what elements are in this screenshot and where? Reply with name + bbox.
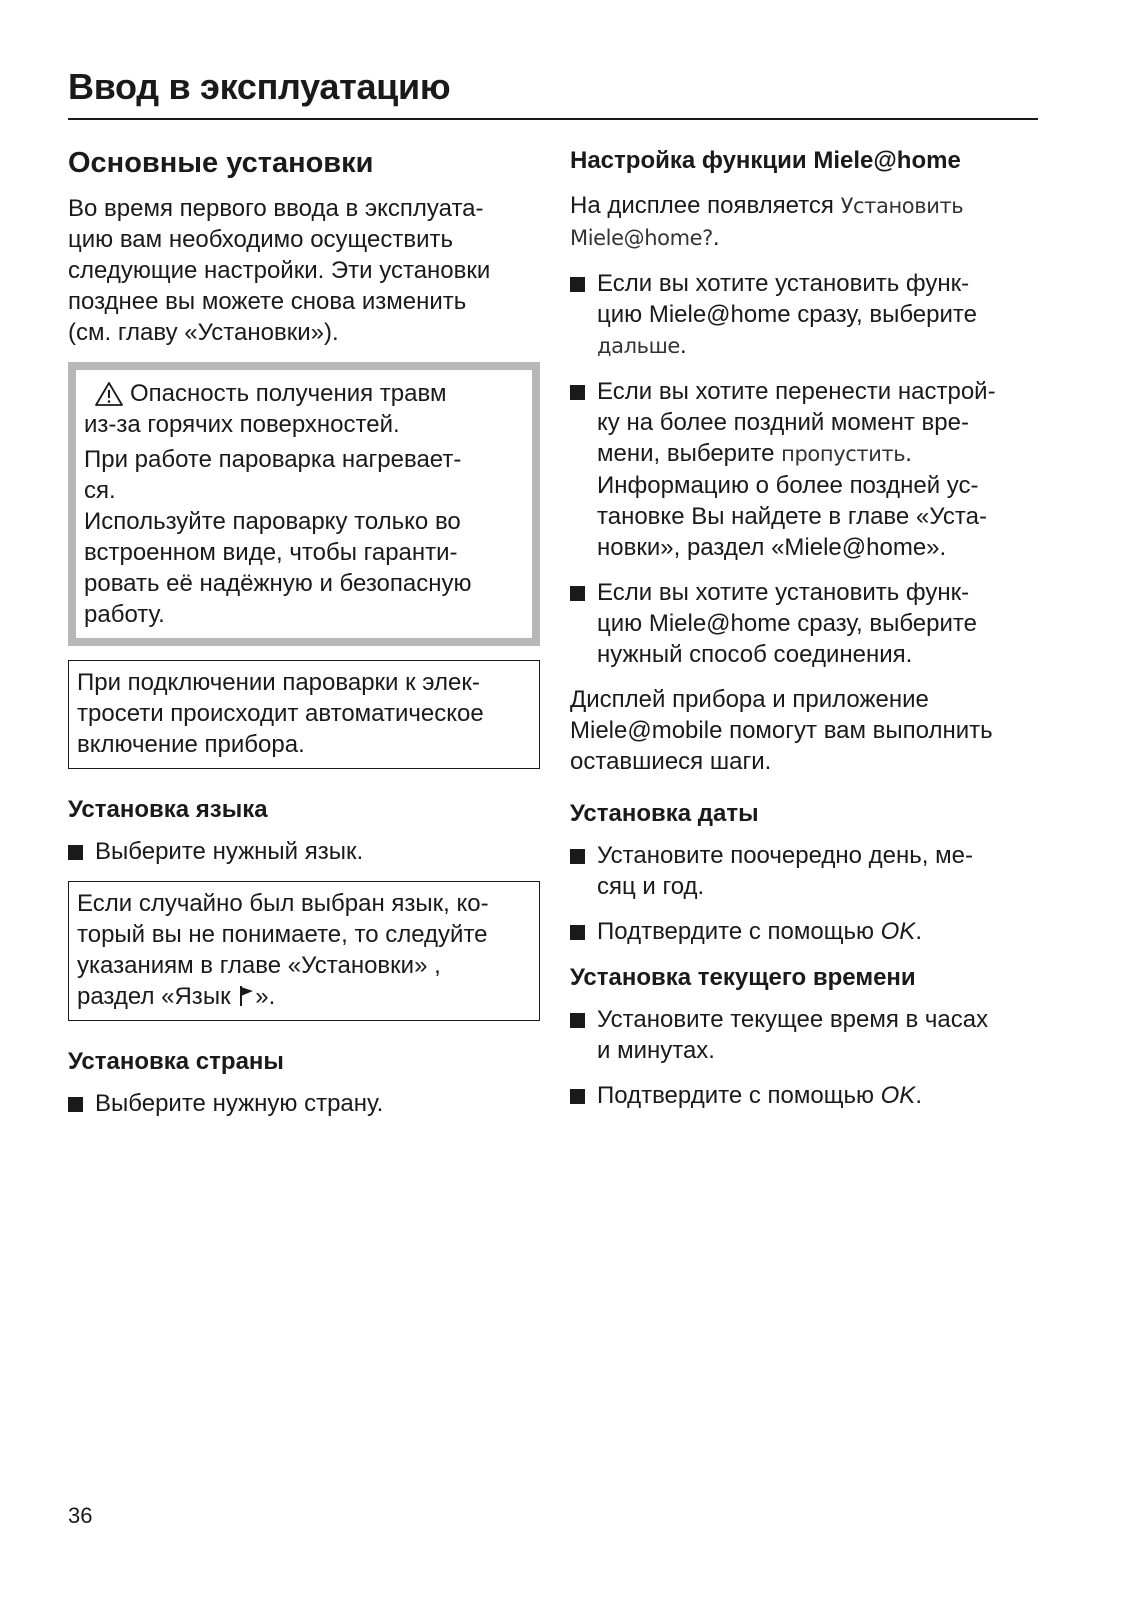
- time-bullet-1: Установите текущее время в часах и минутах.: [570, 1004, 1042, 1066]
- language-heading: Установка языка: [68, 796, 268, 823]
- square-bullet-icon: [570, 586, 585, 601]
- square-bullet-icon: [68, 845, 83, 860]
- date-heading: Установка даты: [570, 800, 759, 827]
- miele-home-heading: Настройка функции Miele@home: [570, 147, 961, 174]
- power-connection-note: При подключении пароварки к элек- тросети происходит автоматическое включение прибора.: [68, 660, 540, 769]
- square-bullet-icon: [570, 385, 585, 400]
- warning-triangle-icon: [94, 381, 124, 407]
- square-bullet-icon: [570, 277, 585, 292]
- page-number: 36: [68, 1503, 93, 1528]
- time-bullet-2: Подтвердите с помощью OK.: [570, 1080, 1042, 1111]
- basic-settings-intro: Во время первого ввода в эксплуата- цию вам необходимо осуществить следующие настройки. Эти установки позднее вы можете снова изменить (см. главу «Установки»).: [68, 195, 491, 346]
- miele-home-outro: Дисплей прибора и приложение Miele@mobile помогут вам выполнить оставшиеся шаги.: [570, 686, 993, 775]
- right-column: [570, 140, 1042, 1125]
- square-bullet-icon: [570, 1013, 585, 1028]
- basic-settings-heading: Основные установки: [68, 147, 374, 179]
- country-bullet: Выберите нужную страну.: [68, 1088, 540, 1119]
- title-divider: [68, 118, 1038, 120]
- miele-home-bullet-1: Если вы хотите установить функ- цию Miele@home сразу, выберите дальше.: [570, 268, 1042, 362]
- square-bullet-icon: [570, 1089, 585, 1104]
- miele-home-bullet-3: Если вы хотите установить функ- цию Miele@home сразу, выберите нужный способ соединения.: [570, 577, 1042, 670]
- miele-home-bullet-2: Если вы хотите перенести настрой- ку на более поздний момент вре- мени, выберите пропустить. Информацию о более поздней ус- тановке Вы найдете в главе «Уста- новки», раздел «Miele@home».: [570, 376, 1042, 563]
- warning-paragraph-2: При работе пароварка нагревает- ся.: [84, 446, 462, 504]
- country-heading: Установка страны: [68, 1048, 284, 1075]
- square-bullet-icon: [570, 849, 585, 864]
- square-bullet-icon: [68, 1097, 83, 1112]
- warning-line: из-за горячих поверхностей.: [84, 411, 400, 438]
- square-bullet-icon: [570, 925, 585, 940]
- language-note: Если случайно был выбран язык, ко- торый вы не понимаете, то следуйте указаниям в главе «Установки» , раздел «Язык ».: [68, 881, 540, 1021]
- warning-first-line: [84, 378, 522, 409]
- time-heading: Установка текущего времени: [570, 964, 916, 991]
- miele-home-display-text: На дисплее появляется Установить Miele@home?.: [570, 192, 964, 251]
- page-title: Ввод в эксплуатацию: [68, 66, 451, 107]
- left-column: [68, 140, 540, 1133]
- date-bullet-1: Установите поочередно день, ме- сяц и год.: [570, 840, 1042, 902]
- warning-title: Опасность получения травм: [130, 380, 447, 407]
- date-bullet-2: Подтвердите с помощью OK.: [570, 916, 1042, 947]
- hot-surface-warning-box: [68, 362, 540, 646]
- warning-paragraph-3: Используйте пароварку только во встроенном виде, чтобы гаранти- ровать её надёжную и безопасную работу.: [84, 508, 472, 628]
- flag-icon: [239, 984, 255, 1006]
- language-bullet: Выберите нужный язык.: [68, 836, 540, 867]
